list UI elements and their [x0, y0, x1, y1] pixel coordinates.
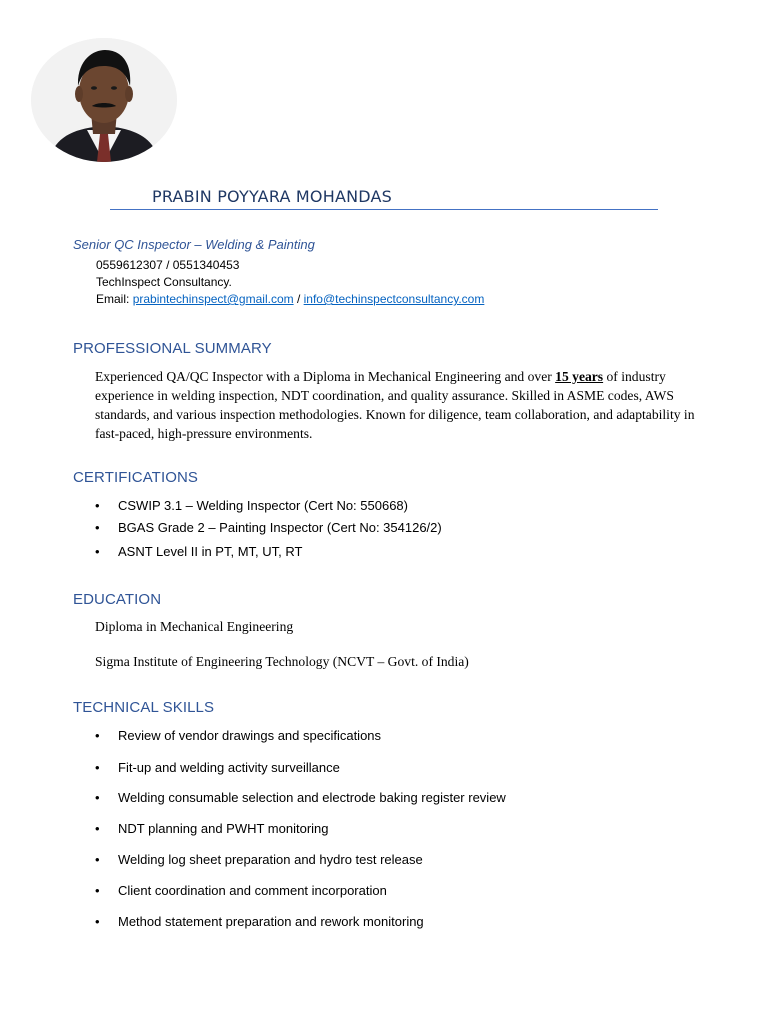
skill-text: Welding consumable selection and electrode baking register review [118, 790, 506, 805]
education-degree: Diploma in Mechanical Engineering [95, 619, 294, 634]
skill-text: Method statement preparation and rework monitoring [118, 914, 424, 929]
bullet-icon: • [95, 821, 100, 836]
skill-item [95, 760, 340, 775]
bullet-icon: • [95, 728, 100, 743]
skills-heading: TECHNICAL SKILLS [73, 699, 215, 716]
skill-item [95, 821, 329, 836]
summary-years-highlight: 15 years [555, 369, 604, 384]
job-title: Senior QC Inspector – Welding & Painting [73, 237, 315, 252]
bullet-icon: • [95, 520, 100, 535]
skill-text: Fit-up and welding activity surveillance [118, 760, 340, 775]
candidate-name: PRABIN POYYARA MOHANDAS [152, 187, 393, 206]
skill-text: NDT planning and PWHT monitoring [118, 821, 329, 836]
certification-text: BGAS Grade 2 – Painting Inspector (Cert No: 354126/2) [118, 520, 442, 535]
education-institute: Sigma Institute of Engineering Technology (NCVT – Govt. of India) [95, 654, 469, 669]
company-name: TechInspect Consultancy. [96, 275, 232, 289]
skill-text: Client coordination and comment incorporation [118, 883, 387, 898]
email-link-primary[interactable]: prabintechinspect@gmail.com [132, 292, 294, 306]
skill-item [95, 852, 423, 867]
profile-photo [31, 38, 177, 162]
bullet-icon: • [95, 852, 100, 867]
email-link-secondary[interactable]: info@techinspectconsultancy.com [303, 292, 485, 306]
certification-item [95, 498, 408, 513]
bullet-icon: • [95, 883, 100, 898]
email-label: Email: [96, 292, 133, 306]
bullet-icon: • [95, 498, 100, 513]
email-line [96, 292, 484, 306]
name-header [110, 185, 658, 210]
skill-item [95, 728, 381, 743]
phone-numbers: 0559612307 / 0551340453 [96, 258, 240, 272]
skill-item [95, 790, 506, 805]
certification-text: CSWIP 3.1 – Welding Inspector (Cert No: 550668) [118, 498, 408, 513]
skill-item [95, 914, 424, 929]
certification-text: ASNT Level II in PT, MT, UT, RT [118, 544, 303, 559]
skill-text: Review of vendor drawings and specifications [118, 728, 382, 743]
summary-heading: PROFESSIONAL SUMMARY [73, 340, 272, 357]
summary-text-start: Experienced QA/QC Inspector with a Diploma in Mechanical Engineering and over [95, 369, 556, 384]
bullet-icon: • [95, 760, 100, 775]
summary-text-end: of industry experience in welding inspection, NDT coordination, and quality assurance. Skilled in ASME codes, AWS standards, and various inspection methodologies. Known for diligence, team collaboration, and adaptability in fast-paced, high-pressure environments. [95, 369, 695, 441]
certifications-heading: CERTIFICATIONS [73, 469, 199, 486]
summary-paragraph [95, 367, 713, 443]
profile-photo-graphic [31, 38, 177, 162]
bullet-icon: • [95, 790, 100, 805]
bullet-icon: • [95, 544, 100, 559]
education-heading: EDUCATION [73, 591, 162, 608]
certification-item [95, 544, 302, 559]
email-separator: / [293, 292, 304, 306]
certification-item [95, 520, 442, 535]
skill-item [95, 883, 387, 898]
skill-text: Welding log sheet preparation and hydro test release [118, 852, 423, 867]
bullet-icon: • [95, 914, 100, 929]
